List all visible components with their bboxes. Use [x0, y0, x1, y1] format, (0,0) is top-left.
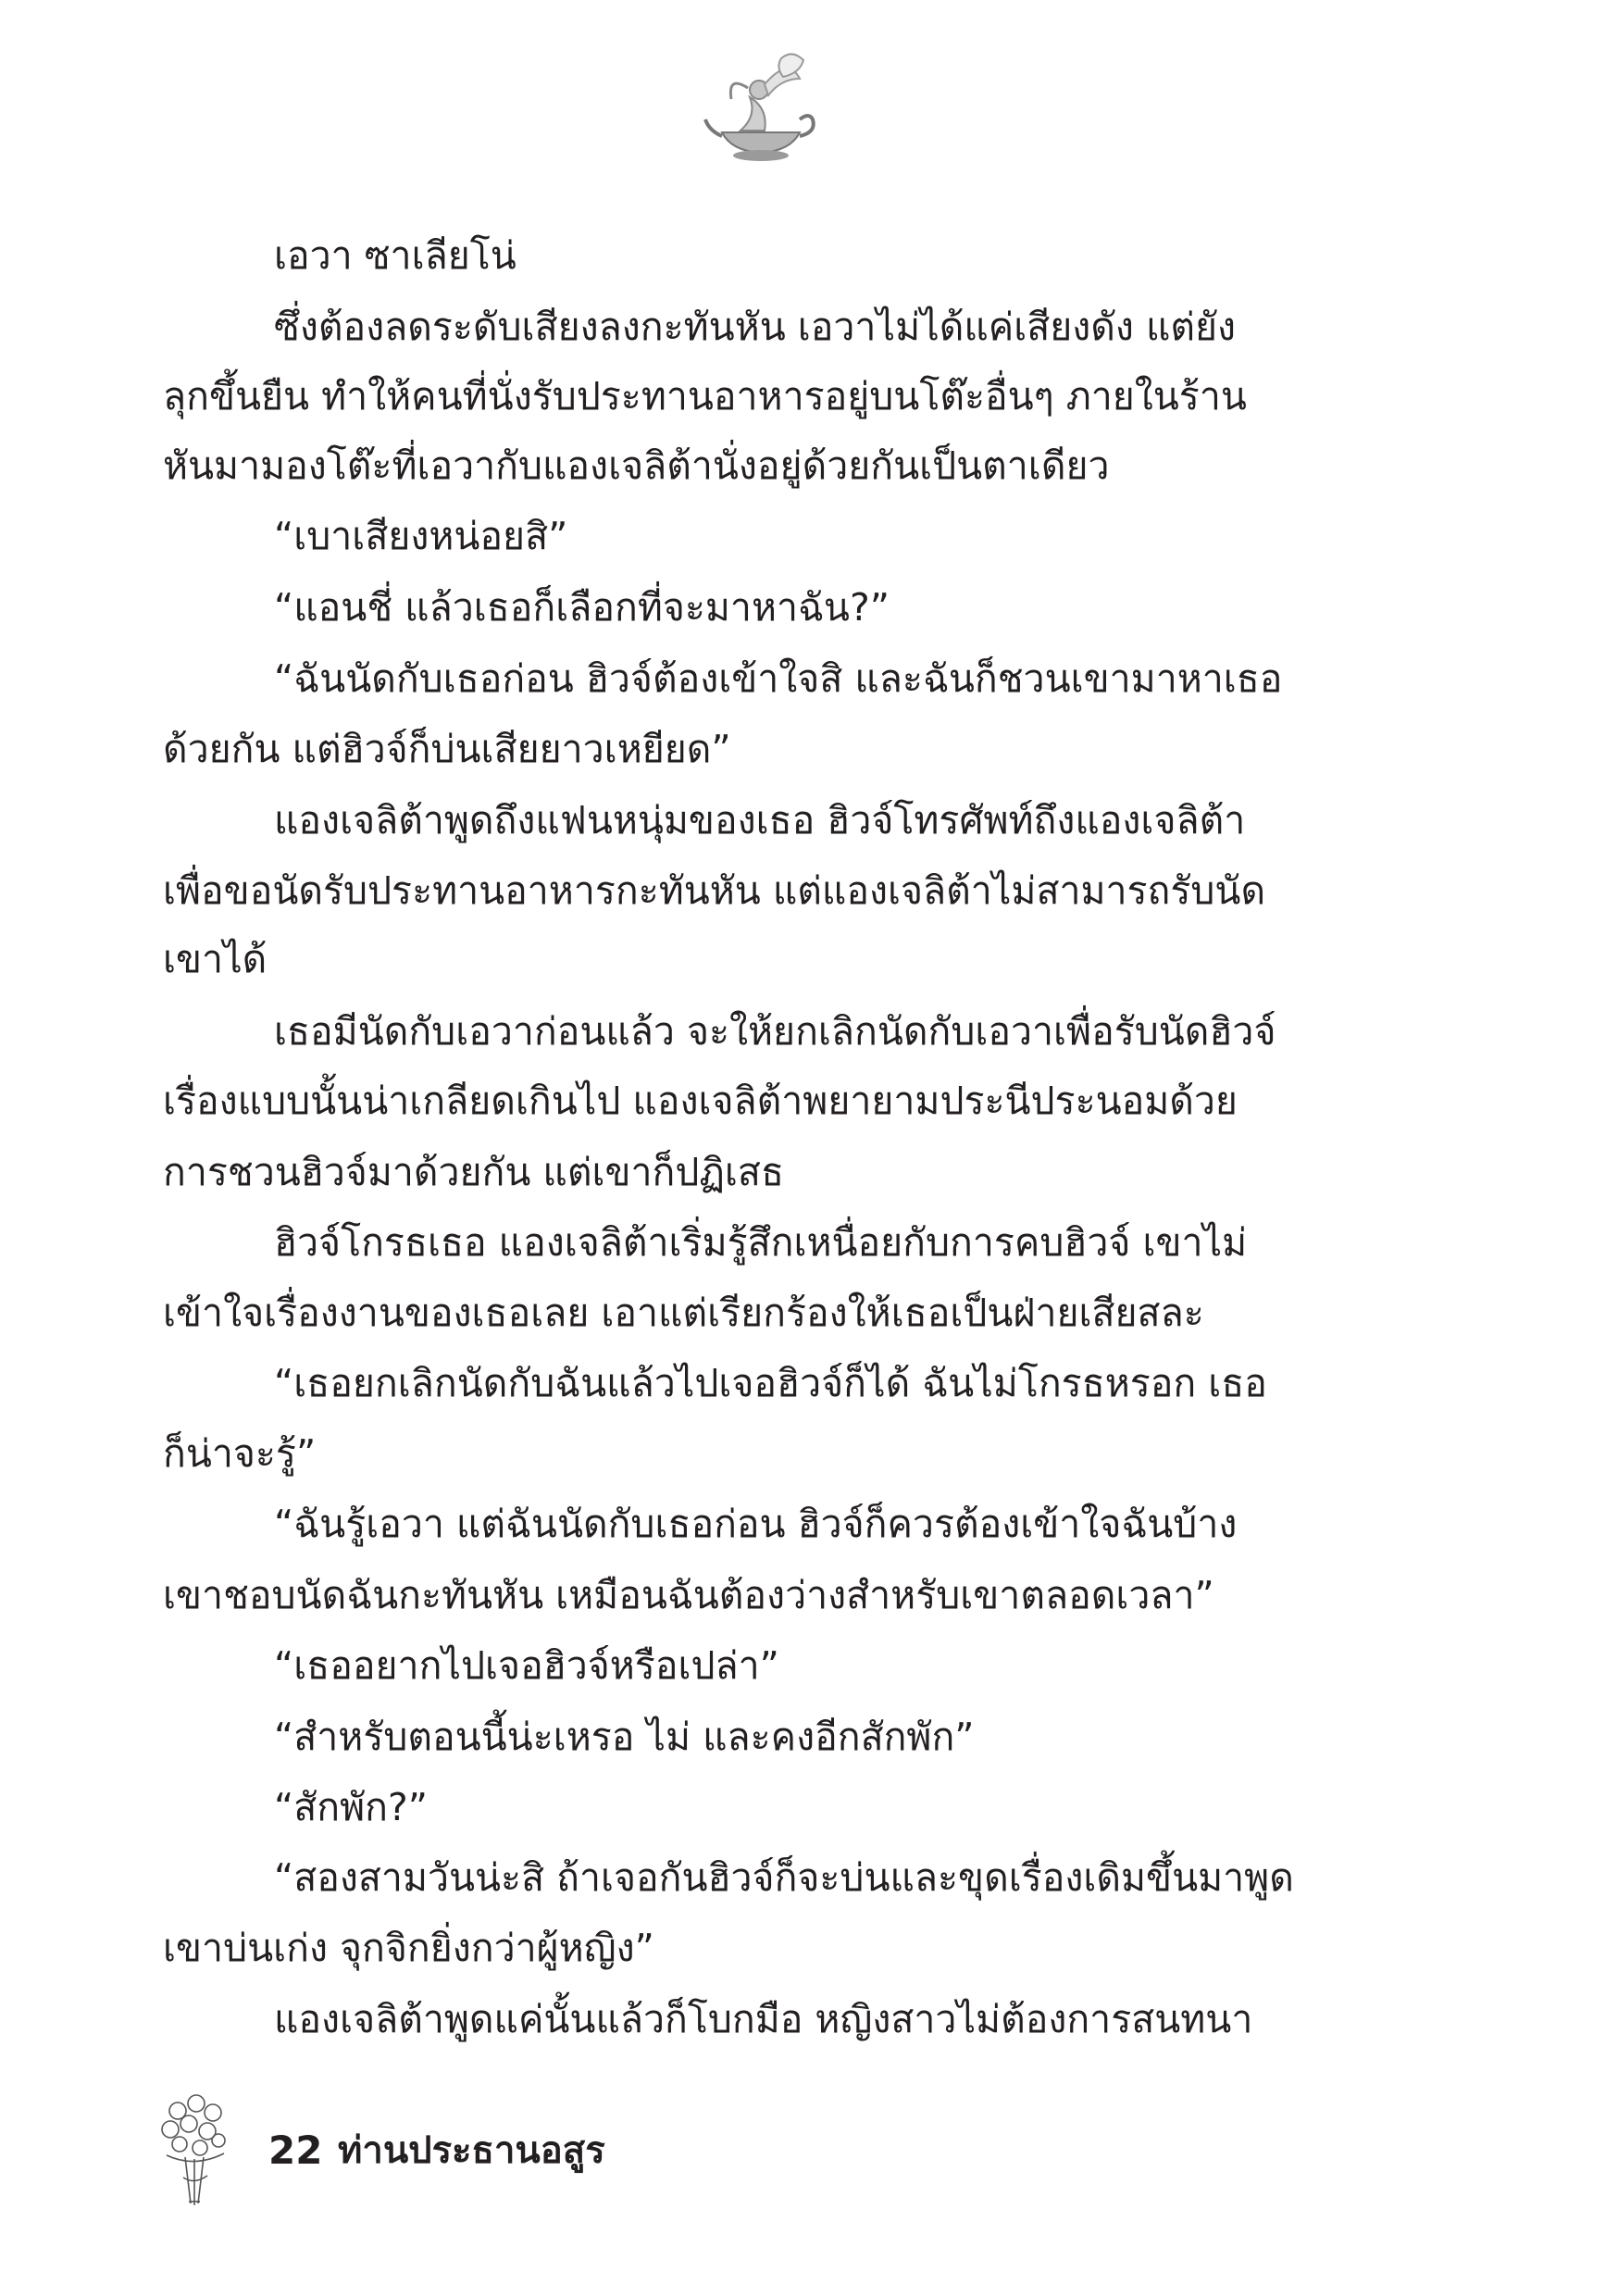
flower-bouquet-icon	[157, 2092, 231, 2213]
paragraph-line: เขาชอบนัดฉันกะทันหัน เหมือนฉันต้องว่างสำหรับเขาตลอดเวลา”	[163, 1573, 1214, 1617]
paragraph-line: “ฉันนัดกับเธอก่อน ฮิวจ์ต้องเข้าใจสิ และฉันก็ชวนเขามาหาเธอ	[274, 656, 1283, 701]
page-number: 22	[268, 2128, 323, 2173]
paragraph-line: เขาได้	[163, 937, 268, 981]
paragraph-line: ก็น่าจะรู้”	[163, 1431, 317, 1476]
cupid-teapot-ornament-icon	[703, 51, 824, 167]
paragraph-line: การชวนฮิวจ์มาด้วยกัน แต่เขาก็ปฏิเสธ	[163, 1150, 784, 1194]
paragraph-line: ด้วยกัน แต่ฮิวจ์ก็บ่นเสียยาวเหยียด”	[163, 727, 731, 771]
paragraph-line: “เธอยกเลิกนัดกับฉันแล้วไปเจอฮิวจ์ก็ได้ ฉันไม่โกรธหรอก เธอ	[274, 1361, 1267, 1405]
paragraph-line: เข้าใจเรื่องงานของเธอเลย เอาแต่เรียกร้องให้เธอเป็นฝ่ายเสียสละ	[163, 1291, 1204, 1335]
paragraph-line: “แอนชี่ แล้วเธอก็เลือกที่จะมาหาฉัน?”	[274, 585, 890, 630]
paragraph-line: “สักพัก?”	[274, 1785, 428, 1829]
paragraph-line: เขาบ่นเก่ง จุกจิกยิ่งกว่าผู้หญิง”	[163, 1926, 654, 1970]
paragraph-line: เธอมีนัดกับเอวาก่อนแล้ว จะให้ยกเลิกนัดกับเอวาเพื่อรับนัดฮิวจ์	[274, 1009, 1276, 1054]
paragraph-line: แองเจลิต้าพูดแค่นั้นแล้วก็โบกมือ หญิงสาวไม่ต้องการสนทนา	[274, 1997, 1253, 2041]
paragraph-line: ลุกขึ้นยืน ทำให้คนที่นั่งรับประทานอาหารอยู่บนโต๊ะอื่นๆ ภายในร้าน	[163, 374, 1247, 418]
paragraph-line: “เบาเสียงหน่อยสิ”	[274, 514, 568, 558]
paragraph-line: เอวา ซาเลียโน่	[274, 233, 517, 278]
paragraph-line: ซึ่งต้องลดระดับเสียงลงกะทันหัน เอวาไม่ได้แค่เสียงดัง แต่ยัง	[274, 305, 1237, 349]
paragraph-line: แองเจลิต้าพูดถึงแฟนหนุ่มของเธอ ฮิวจ์โทรศัพท์ถึงแองเจลิต้า	[274, 798, 1246, 842]
paragraph-line: เพื่อขอนัดรับประทานอาหารกะทันหัน แต่แองเจลิต้าไม่สามารถรับนัด	[163, 868, 1266, 913]
paragraph-line: “เธออยากไปเจอฮิวจ์หรือเปล่า”	[274, 1643, 779, 1688]
paragraph-line: หันมามองโต๊ะที่เอวากับแองเจลิต้านั่งอยู่ด้วยกันเป็นตาเดียว	[163, 443, 1110, 488]
paragraph-line: ฮิวจ์โกรธเธอ แองเจลิต้าเริ่มรู้สึกเหนื่อยกับการคบฮิวจ์ เขาไม่	[274, 1220, 1248, 1265]
page-footer	[157, 2092, 805, 2222]
paragraph-line: เรื่องแบบนั้นน่าเกลียดเกินไป แองเจลิต้าพยายามประนีประนอมด้วย	[163, 1079, 1238, 1123]
paragraph-line: “สำหรับตอนนี้น่ะเหรอ ไม่ และคงอีกสักพัก”	[274, 1715, 975, 1759]
paragraph-line: “ฉันรู้เอวา แต่ฉันนัดกับเธอก่อน ฮิวจ์ก็ควรต้องเข้าใจฉันบ้าง	[274, 1502, 1238, 1546]
book-title: ท่านประธานอสูร	[338, 2129, 605, 2172]
paragraph-line: “สองสามวันน่ะสิ ถ้าเจอกันฮิวจ์ก็จะบ่นและขุดเรื่องเดิมขึ้นมาพูด	[274, 1855, 1294, 1900]
